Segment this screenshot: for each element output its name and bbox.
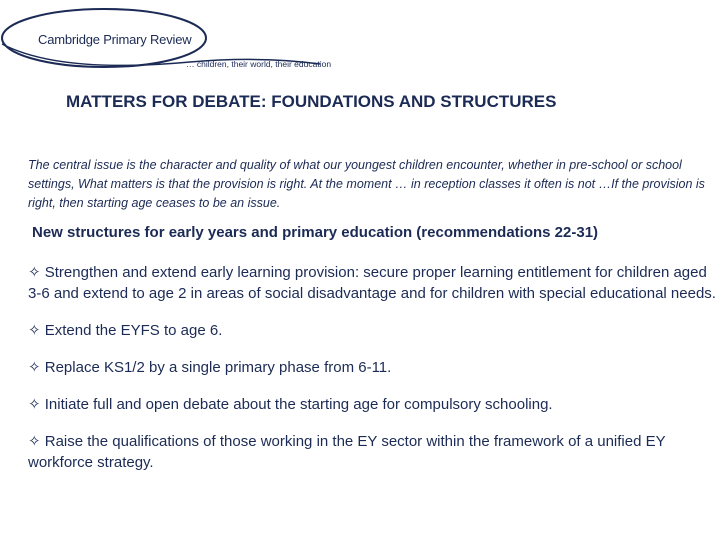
list-item (28, 394, 718, 415)
recommendation-text: Replace KS1/2 by a single primary phase from 6-11. (44, 359, 392, 376)
list-item (28, 320, 718, 341)
list-item (28, 431, 718, 473)
page-title: MATTERS FOR DEBATE: FOUNDATIONS AND STRUCTURES (66, 92, 557, 111)
recommendations-list (28, 262, 718, 489)
recommendation-text: Raise the qualifications of those working in the EY sector within the framework of a unified EY workforce strategy. (28, 433, 666, 471)
sparkle-bullet-icon: ✧ (28, 322, 41, 339)
sparkle-bullet-icon: ✧ (28, 396, 41, 413)
recommendation-text: Strengthen and extend early learning provision: secure proper learning entitlement for children aged 3-6 and extend to age 2 in areas of social disadvantage and for children with special educational needs. (28, 264, 716, 302)
intro-paragraph: The central issue is the character and quality of what our youngest children encounter, whether in pre-school or school settings, What matters is that the provision is right. At the moment … in reception classes it often is not …If the provision is right, then starting age ceases to be an issue. (28, 158, 705, 210)
section-heading: New structures for early years and primary education (recommendations 22-31) (32, 224, 599, 241)
tagline: … children, their world, their education (186, 59, 332, 69)
sparkle-bullet-icon: ✧ (28, 264, 41, 281)
list-item (28, 262, 718, 304)
logo-text: Cambridge Primary Review (38, 32, 192, 47)
list-item (28, 357, 718, 378)
sparkle-bullet-icon: ✧ (28, 359, 41, 376)
sparkle-bullet-icon: ✧ (28, 433, 41, 450)
recommendation-text: Initiate full and open debate about the starting age for compulsory schooling. (44, 396, 553, 413)
recommendation-text: Extend the EYFS to age 6. (44, 322, 223, 339)
